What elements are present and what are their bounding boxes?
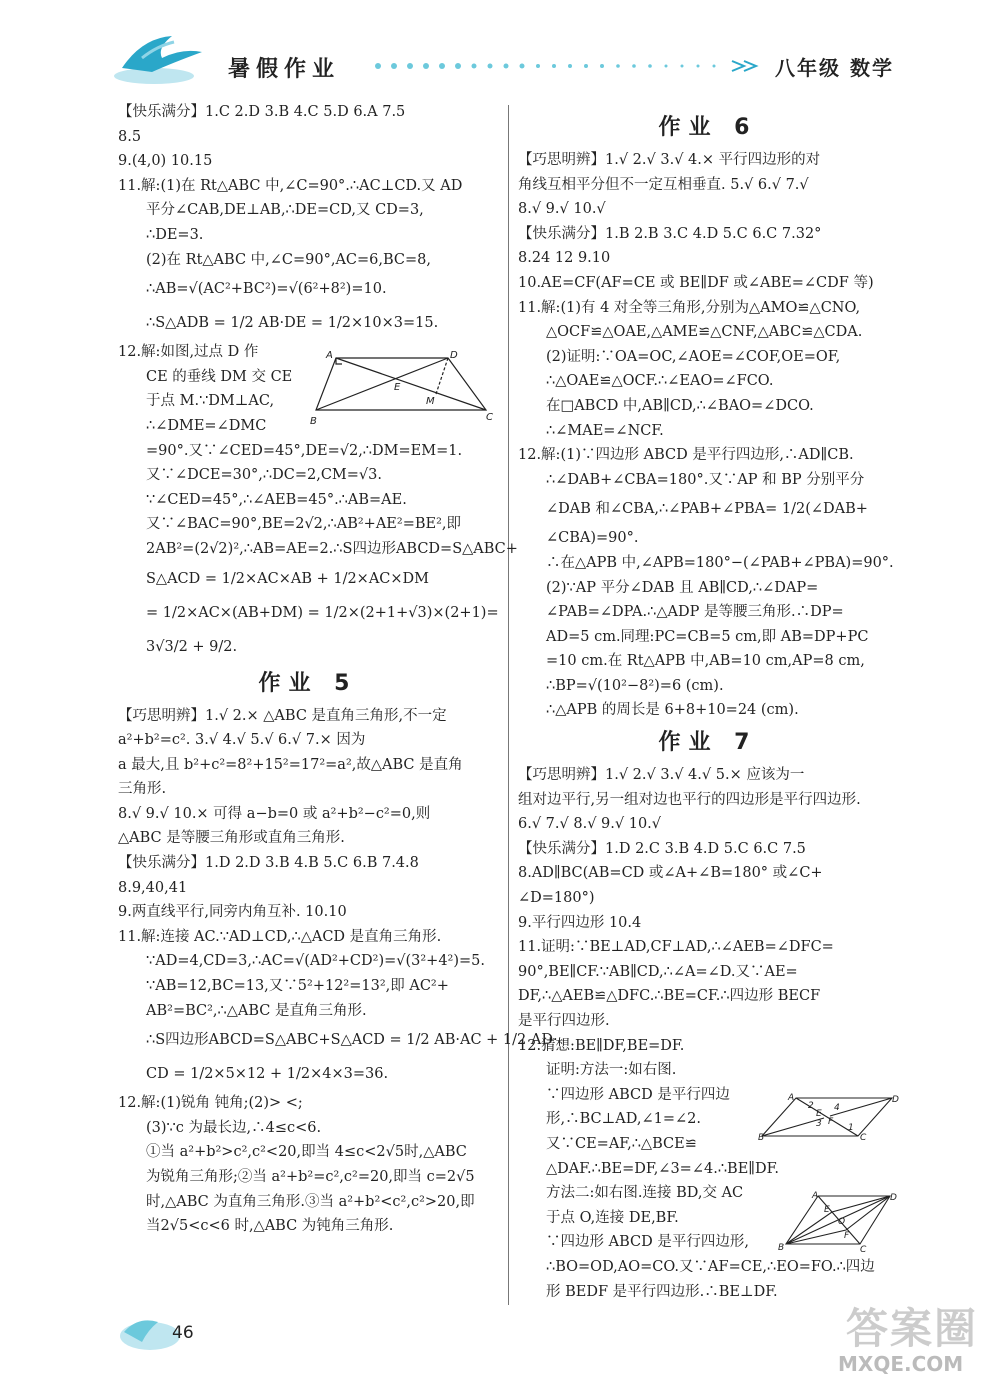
answer-line: ∠PAB=∠DPA.∴△ADP 是等腰三角形.∴DP= [546, 604, 844, 621]
page-header [0, 0, 1000, 100]
answer-line: 9.平行四边形 10.4 [518, 914, 642, 931]
answer-line: ∠D=180°) [518, 890, 595, 907]
answer-line: 在□ABCD 中,AB∥CD,∴∠BAO=∠DCO. [546, 397, 814, 414]
answer-line: 于点 M.∵DM⊥AC, [146, 393, 275, 410]
answer-line: 是平行四边形. [518, 1013, 610, 1029]
answer-line: DF,∴△AEB≌△DFC.∴BE=CF.∴四边形 BECF [518, 988, 821, 1005]
answer-line: ∴S△ADB = 1/2 AB·DE = 1/2×10×3=15. [146, 315, 439, 332]
answer-line: 2AB²=(2√2)²,∴AB=AE=2.∴S四边形ABCD=S△ABC+ [146, 540, 518, 557]
figure-label: B [778, 1243, 785, 1253]
answer-line: (3)∵c 为最长边,∴4≤c<6. [146, 1119, 322, 1136]
figure-label: C [860, 1133, 867, 1143]
answer-line: 组对边平行,另一组对边也平行的四边形是平行四边形. [518, 791, 861, 808]
figure-label: 1 [848, 1123, 854, 1133]
answer-line: 【快乐满分】1.D 2.D 3.B 4.B 5.C 6.B 7.4.8 [118, 855, 419, 872]
answer-line: 【快乐满分】1.C 2.D 3.B 4.C 5.D 6.A 7.5 [118, 104, 406, 120]
answer-line: 8.√ 9.√ 10.√ [518, 201, 606, 218]
answer-line: 当2√5<c<6 时,△ABC 为钝角三角形. [146, 1218, 394, 1235]
answer-line: 10.AE=CF(AF=CE 或 BE∥DF 或∠ABE=∠CDF 等) [518, 274, 874, 291]
answer-line: 11.证明:∵BE⊥AD,CF⊥AD,∴∠AEB=∠DFC= [518, 939, 834, 956]
figure-label: D [890, 1193, 897, 1203]
figure-label: 3 [816, 1119, 822, 1129]
answer-line: ∴BO=OD,AO=CO.又∵AF=CE,∴EO=FO.∴四边 [546, 1258, 875, 1275]
answer-line: 【巧思明辨】1.√ 2.√ 3.√ 4.√ 5.× 应该为一 [518, 767, 805, 784]
answer-line: 形 BEDF 是平行四边形.∴BE⊥DF. [546, 1283, 778, 1300]
answer-line: a²+b²=c². 3.√ 4.√ 5.√ 6.√ 7.× 因为 [118, 732, 366, 749]
figure-label: B [310, 416, 317, 427]
answer-line: 【快乐满分】1.D 2.C 3.B 4.D 5.C 6.C 7.5 [518, 840, 806, 857]
answer-line: 时,△ABC 为直角三角形.③当 a²+b²<c²,c²>20,即 [146, 1193, 475, 1210]
answer-line: ∵AB=12,BC=13,又∵5²+12²=13²,即 AC²+ [146, 978, 449, 995]
answer-line: ∴AB=√(AC²+BC²)=√(6²+8²)=10. [146, 281, 387, 298]
answer-line: 12.解:(1)∵四边形 ABCD 是平行四边形,∴AD∥CB. [518, 447, 854, 464]
answer-line: 8.√ 9.√ 10.× 可得 a−b=0 或 a²+b²−c²=0,则 [118, 805, 431, 822]
answer-line: ∴△APB 的周长是 6+8+10=24 (cm). [546, 702, 799, 719]
answer-line: △OCF≌△OAE,△AME≌△CNF,△ABC≌△CDA. [546, 324, 863, 341]
answer-line: 11.解:(1)在 Rt△ABC 中,∠C=90°.∴AC⊥CD.又 AD [118, 177, 463, 194]
answer-line: a 最大,且 b²+c²=8²+15²=17²=a²,故△ABC 是直角 [118, 756, 463, 773]
answer-line: 证明:方法一:如右图. [546, 1062, 677, 1079]
answer-line: 3√3/2 + 9/2. [146, 638, 238, 655]
answer-line: 9.两直线平行,同旁内角互补. 10.10 [118, 904, 347, 921]
answer-line: =90°.又∵∠CED=45°,DE=√2,∴DM=EM=1. [146, 442, 463, 459]
answer-line: 方法二:如右图.连接 BD,交 AC [546, 1185, 744, 1202]
answer-line: 12.解:(1)锐角 钝角;(2)> <; [118, 1095, 303, 1112]
column-divider [508, 105, 509, 1305]
answer-line: ∠CBA)=90°. [546, 530, 639, 547]
header-title: 暑假作业 [228, 56, 341, 82]
answer-line: 11.解:(1)有 4 对全等三角形,分别为△AMO≌△CNO, [518, 299, 861, 316]
answer-line: ∵AD=4,CD=3,∴AC=√(AD²+CD²)=√(3²+4²)=5. [146, 953, 486, 970]
answer-line: CD = 1/2×5×12 + 1/2×4×3=36. [146, 1066, 389, 1083]
answer-line: △DAF.∴BE=DF,∠3=∠4.∴BE∥DF. [546, 1160, 780, 1177]
answer-line: (2)证明:∵OA=OC,∠AOE=∠COF,OE=OF, [546, 348, 841, 365]
grade-subject: 八年级 数学 [775, 56, 894, 80]
watermark-url: MXQE.COM [838, 1352, 964, 1376]
answer-line: 8.24 12 9.10 [518, 250, 611, 267]
answer-line: ∵∠CED=45°,∴∠AEB=45°.∴AB=AE. [146, 491, 407, 508]
answer-line: ∴BP=√(10²−8²)=6 (cm). [546, 677, 724, 694]
answer-line: AD=5 cm.同理:PC=CB=5 cm,即 AB=DP+PC [546, 628, 869, 645]
parallelogram-figure-2 [778, 1190, 898, 1255]
answer-line: ∵四边形 ABCD 是平行四边形, [546, 1234, 749, 1251]
figure-label: E [816, 1109, 822, 1119]
answer-line: ①当 a²+b²>c²,c²<20,即当 4≤c<2√5时,△ABC [146, 1144, 467, 1161]
answer-line: ∠DAB 和∠CBA,∴∠PAB+∠PBA= 1/2(∠DAB+ [546, 501, 868, 518]
header-dots-decoration [372, 60, 762, 72]
answer-line: =10 cm.在 Rt△APB 中,AB=10 cm,AP=8 cm, [546, 653, 865, 670]
answer-line: = 1/2×AC×(AB+DM) = 1/2×(2+1+√3)×(2+1)= [146, 604, 499, 621]
figure-label: E [394, 382, 401, 393]
answer-line: 8.5 [118, 128, 142, 145]
figure-label: O [838, 1217, 846, 1227]
figure-label: A [326, 350, 333, 361]
figure-label: B [758, 1133, 765, 1143]
figure-label: 2 [808, 1101, 814, 1111]
answer-line: 又∵∠BAC=90°,BE=2√2,∴AB²+AE²=BE²,即 [146, 516, 462, 533]
figure-label: E [824, 1205, 830, 1215]
page-number: 46 [172, 1323, 194, 1343]
figure-label: F [828, 1117, 834, 1127]
answer-line: 又∵∠DCE=30°,∴DC=2,CM=√3. [146, 467, 383, 484]
answer-line: 12.猜想:BE∥DF,BE=DF. [518, 1037, 685, 1054]
figure-label: C [486, 412, 493, 423]
answer-line: 为锐角三角形;②当 a²+b²=c²,c²=20,即当 c=2√5 [146, 1169, 475, 1185]
figure-label: A [788, 1093, 795, 1103]
trapezoid-figure [308, 350, 498, 426]
answer-line: ∴DE=3. [146, 226, 204, 243]
answer-line: 12.解:如图,过点 D 作 [118, 344, 259, 361]
answer-line: ∴在△APB 中,∠APB=180°−(∠PAB+∠PBA)=90°. [546, 554, 894, 571]
figure-label: D [450, 350, 458, 361]
answer-line: △ABC 是等腰三角形或直角三角形. [118, 830, 345, 847]
section-heading: 作业 6 [658, 115, 758, 140]
figure-label: A [812, 1191, 819, 1201]
figure-label: F [844, 1231, 850, 1241]
figure-label: C [860, 1245, 867, 1255]
answer-line: AB²=BC²,∴△ABC 是直角三角形. [146, 1002, 367, 1019]
answer-line: 90°,BE∥CF.∵AB∥CD,∴∠A=∠D.又∵AE= [518, 963, 798, 980]
answer-line: 9.(4,0) 10.15 [118, 153, 213, 170]
answer-line: CE 的垂线 DM 交 CE [146, 368, 293, 385]
answer-line: 于点 O,连接 DE,BF. [546, 1209, 679, 1226]
answer-line: ∴∠DME=∠DMC [146, 417, 267, 434]
watermark-logo: 答案圈 [846, 1304, 979, 1353]
swallow-logo-icon [112, 28, 212, 88]
answer-line: 形,∴BC⊥AD,∠1=∠2. [546, 1111, 701, 1128]
parallelogram-figure-1 [758, 1093, 899, 1143]
section-heading: 作业 7 [658, 730, 758, 756]
figure-label: M [426, 396, 435, 407]
answer-line: 平分∠CAB,DE⊥AB,∴DE=CD,又 CD=3, [146, 202, 424, 219]
answer-line: (2)在 Rt△ABC 中,∠C=90°,AC=6,BC=8, [146, 251, 432, 268]
answer-line: 角线互相平分但不一定互相垂直. 5.√ 6.√ 7.√ [518, 176, 809, 193]
answer-line: 【巧思明辨】1.√ 2.√ 3.√ 4.× 平行四边形的对 [518, 152, 821, 168]
answer-line: ∵四边形 ABCD 是平行四边 [546, 1086, 730, 1103]
section-heading: 作业 5 [258, 670, 358, 696]
answer-line: 三角形. [118, 781, 167, 798]
answer-line: 6.√ 7.√ 8.√ 9.√ 10.√ [518, 816, 662, 833]
answer-line: 8.9,40,41 [118, 879, 188, 896]
answer-line: 【巧思明辨】1.√ 2.× △ABC 是直角三角形,不一定 [118, 707, 447, 724]
answer-line: 又∵CE=AF,∴△BCE≌ [546, 1135, 697, 1152]
answer-line: 【快乐满分】1.B 2.B 3.C 4.D 5.C 6.C 7.32° [518, 225, 822, 242]
answer-line: S△ACD = 1/2×AC×AB + 1/2×AC×DM [146, 570, 430, 587]
answer-line: (2)∵AP 平分∠DAB 且 AB∥CD,∴∠DAP= [546, 579, 819, 596]
answer-line: ∴S四边形ABCD=S△ABC+S△ACD = 1/2 AB·AC + 1/2 AD· [146, 1032, 558, 1049]
figure-label: D [892, 1095, 899, 1105]
figure-label: 4 [834, 1103, 840, 1113]
answer-line: ∴∠DAB+∠CBA=180°.又∵AP 和 BP 分别平分 [546, 471, 865, 488]
answer-line: 8.AD∥BC(AB=CD 或∠A+∠B=180° 或∠C+ [518, 865, 823, 882]
answer-line: ∴△OAE≌△OCF.∴∠EAO=∠FCO. [546, 373, 774, 390]
answer-line: ∴∠MAE=∠NCF. [546, 422, 664, 439]
answer-line: 11.解:连接 AC.∵AD⊥CD,∴△ACD 是直角三角形. [118, 928, 442, 945]
